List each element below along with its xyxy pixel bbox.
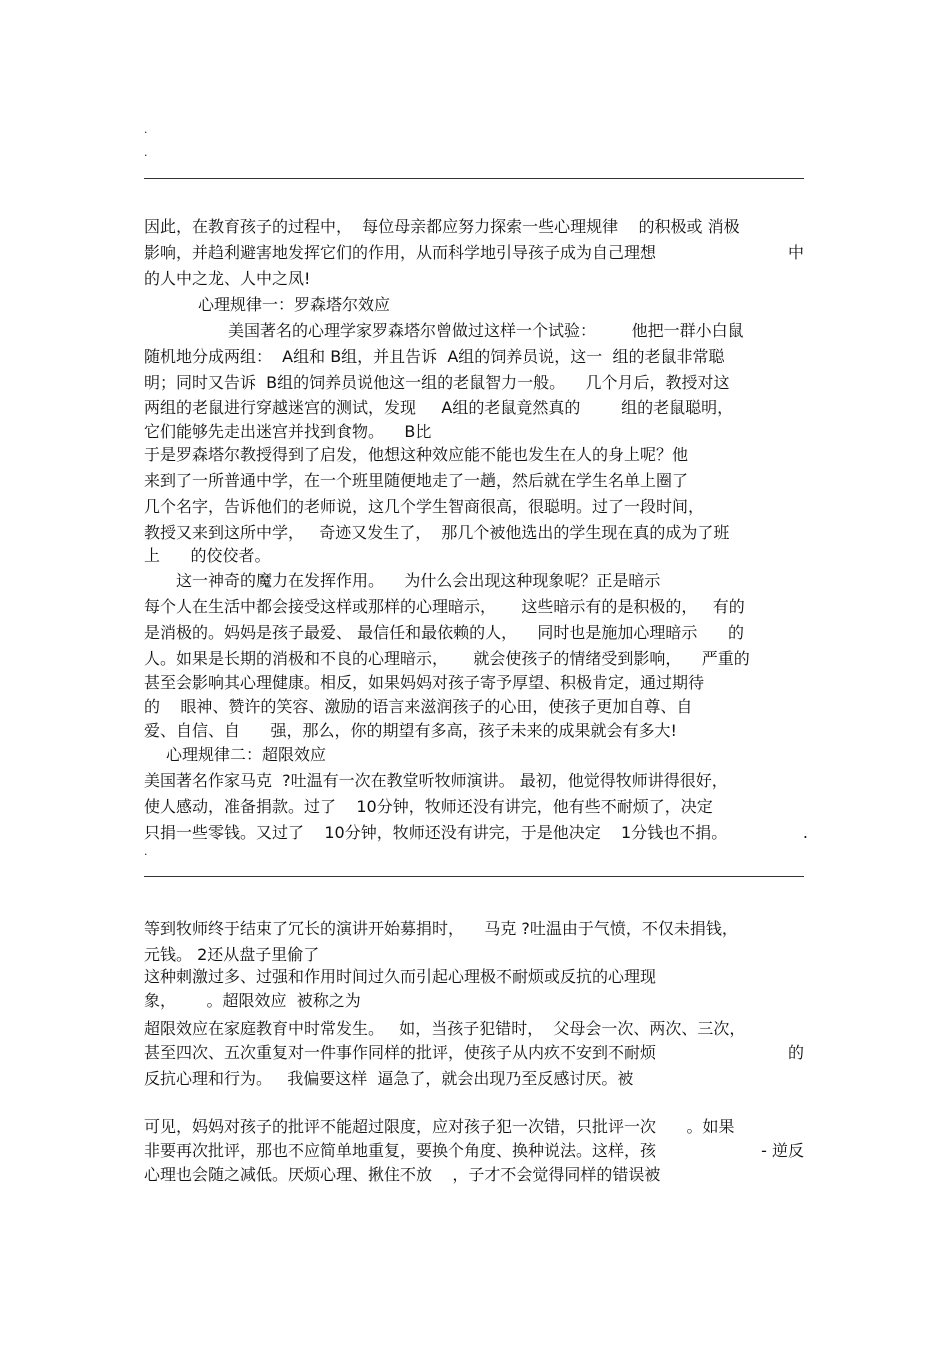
text-line: 明；同时又告诉 B组的饲养员说他这一组的老鼠智力一般。 几个月后，教授对这 [144, 373, 730, 392]
text-line: 来到了一所普通中学，在一个班里随便地走了一趟，然后就在学生名单上圈了 [144, 471, 689, 490]
text-line: 随机地分成两组： A组和 B组，并且告诉 A组的饲养员说，这一 组的老鼠非常聪 [144, 347, 725, 366]
page-mark-bottom: . [144, 845, 148, 858]
text-fragment: 的 [787, 1043, 804, 1062]
text-line: 可见，妈妈对孩子的批评不能超过限度，应对孩子犯一次错，只批评一次 。如果 [144, 1117, 735, 1136]
text-line: 每个人在生活中都会接受这样或那样的心理暗示， 这些暗示有的是积极的， 有的 [144, 597, 745, 616]
text-line: 反抗心理和行为。 我偏要这样 逼急了，就会出现乃至反感讨厌。被 [144, 1069, 634, 1088]
text-line: 于是罗森塔尔教授得到了启发，他想这种效应能不能也发生在人的身上呢？他 [144, 445, 689, 464]
text-line: 几个名字，告诉他们的老师说，这几个学生智商很高，很聪明。过了一段时间， [144, 497, 705, 516]
text-fragment: 甚至四次、五次重复对一件事作同样的批评，使孩子从内疚不安到不耐烦 [144, 1043, 657, 1062]
text-line: 使人感动，准备捐款。过了 10分钟，牧师还没有讲完，他有些不耐烦了，决定 [144, 797, 713, 816]
text-fragment: - 逆反 [761, 1141, 804, 1160]
text-line [144, 242, 804, 264]
text-fragment: 只捐一些零钱。又过了 10分钟，牧师还没有讲完，于是他决定 1分钱也不捐。 [144, 823, 728, 842]
header-rule [144, 178, 804, 179]
page-mark-top-1: . [144, 123, 148, 136]
text-line: 是消极的。妈妈是孩子最爱、 最信任和最依赖的人， 同时也是施加心理暗示 的 [144, 623, 744, 642]
text-line [144, 1140, 804, 1162]
text-line: 教授又来到这所中学， 奇迹又发生了， 那几个被他选出的学生现在真的成为了班 [144, 523, 730, 542]
text-line: 超限效应在家庭教育中时常发生。 如，当孩子犯错时， 父母会一次、两次、三次， [144, 1019, 746, 1038]
text-line: 的 眼神、赞许的笑容、激励的语言来滋润孩子的心田，使孩子更加自尊、自 [144, 697, 693, 716]
text-line: 美国著名的心理学家罗森塔尔曾做过这样一个试验： 他把一群小白鼠 [228, 321, 744, 340]
page-break-rule [144, 876, 804, 877]
text-line: 上 的佼佼者。 [144, 546, 271, 565]
text-line: 象， 。超限效应 被称之为 [144, 991, 361, 1010]
text-line: 这种刺激过多、过强和作用时间过久而引起心理极不耐烦或反抗的心理现 [144, 967, 657, 986]
text-line: 的人中之龙、人中之凤! [144, 269, 311, 288]
text-line: 它们能够先走出迷宫并找到食物。 B比 [144, 422, 432, 441]
text-line: 等到牧师终于结束了冗长的演讲开始募捐时， 马克 ?吐温由于气愤，不仅未捐钱， [144, 919, 738, 938]
section-heading: 心理规律一：罗森塔尔效应 [198, 295, 391, 314]
text-line: 这一神奇的魔力在发挥作用。 为什么会出现这种现象呢？正是暗示 [176, 571, 661, 590]
text-line: 心理也会随之减低。厌烦心理、揪住不放 ，子才不会觉得同样的错误被 [144, 1165, 661, 1184]
text-line: 甚至会影响其心理健康。相反，如果妈妈对孩子寄予厚望、积极肯定，通过期待 [144, 673, 705, 692]
text-fragment: 影响，并趋利避害地发挥它们的作用，从而科学地引导孩子成为自己理想 [144, 243, 657, 262]
text-line: 因此，在教育孩子的过程中， 每位母亲都应努力探索一些心理规律 的积极或 消极 [144, 217, 740, 236]
page-mark: . [802, 823, 808, 842]
text-line: 爱、自信、自 强，那么，你的期望有多高，孩子未来的成果就会有多大! [144, 721, 677, 740]
text-line: 美国著名作家马克 ?吐温有一次在教堂听牧师演讲。 最初，他觉得牧师讲得很好， [144, 771, 728, 790]
text-line: 两组的老鼠进行穿越迷宫的测试，发现 A组的老鼠竟然真的 组的老鼠聪明， [144, 398, 734, 417]
text-fragment: 非要再次批评，那也不应简单地重复，要换个角度、换种说法。这样，孩 [144, 1141, 657, 1160]
page-mark-top-2: . [144, 146, 148, 159]
text-line: 元钱。 2还从盘子里偷了 [144, 945, 320, 964]
text-line [144, 1042, 804, 1064]
section-heading: 心理规律二：超限效应 [166, 745, 327, 764]
text-fragment: 中 [787, 243, 804, 262]
text-line [144, 822, 808, 844]
text-line: 人。如果是长期的消极和不良的心理暗示， 就会使孩子的情绪受到影响， 严重的 [144, 649, 750, 668]
